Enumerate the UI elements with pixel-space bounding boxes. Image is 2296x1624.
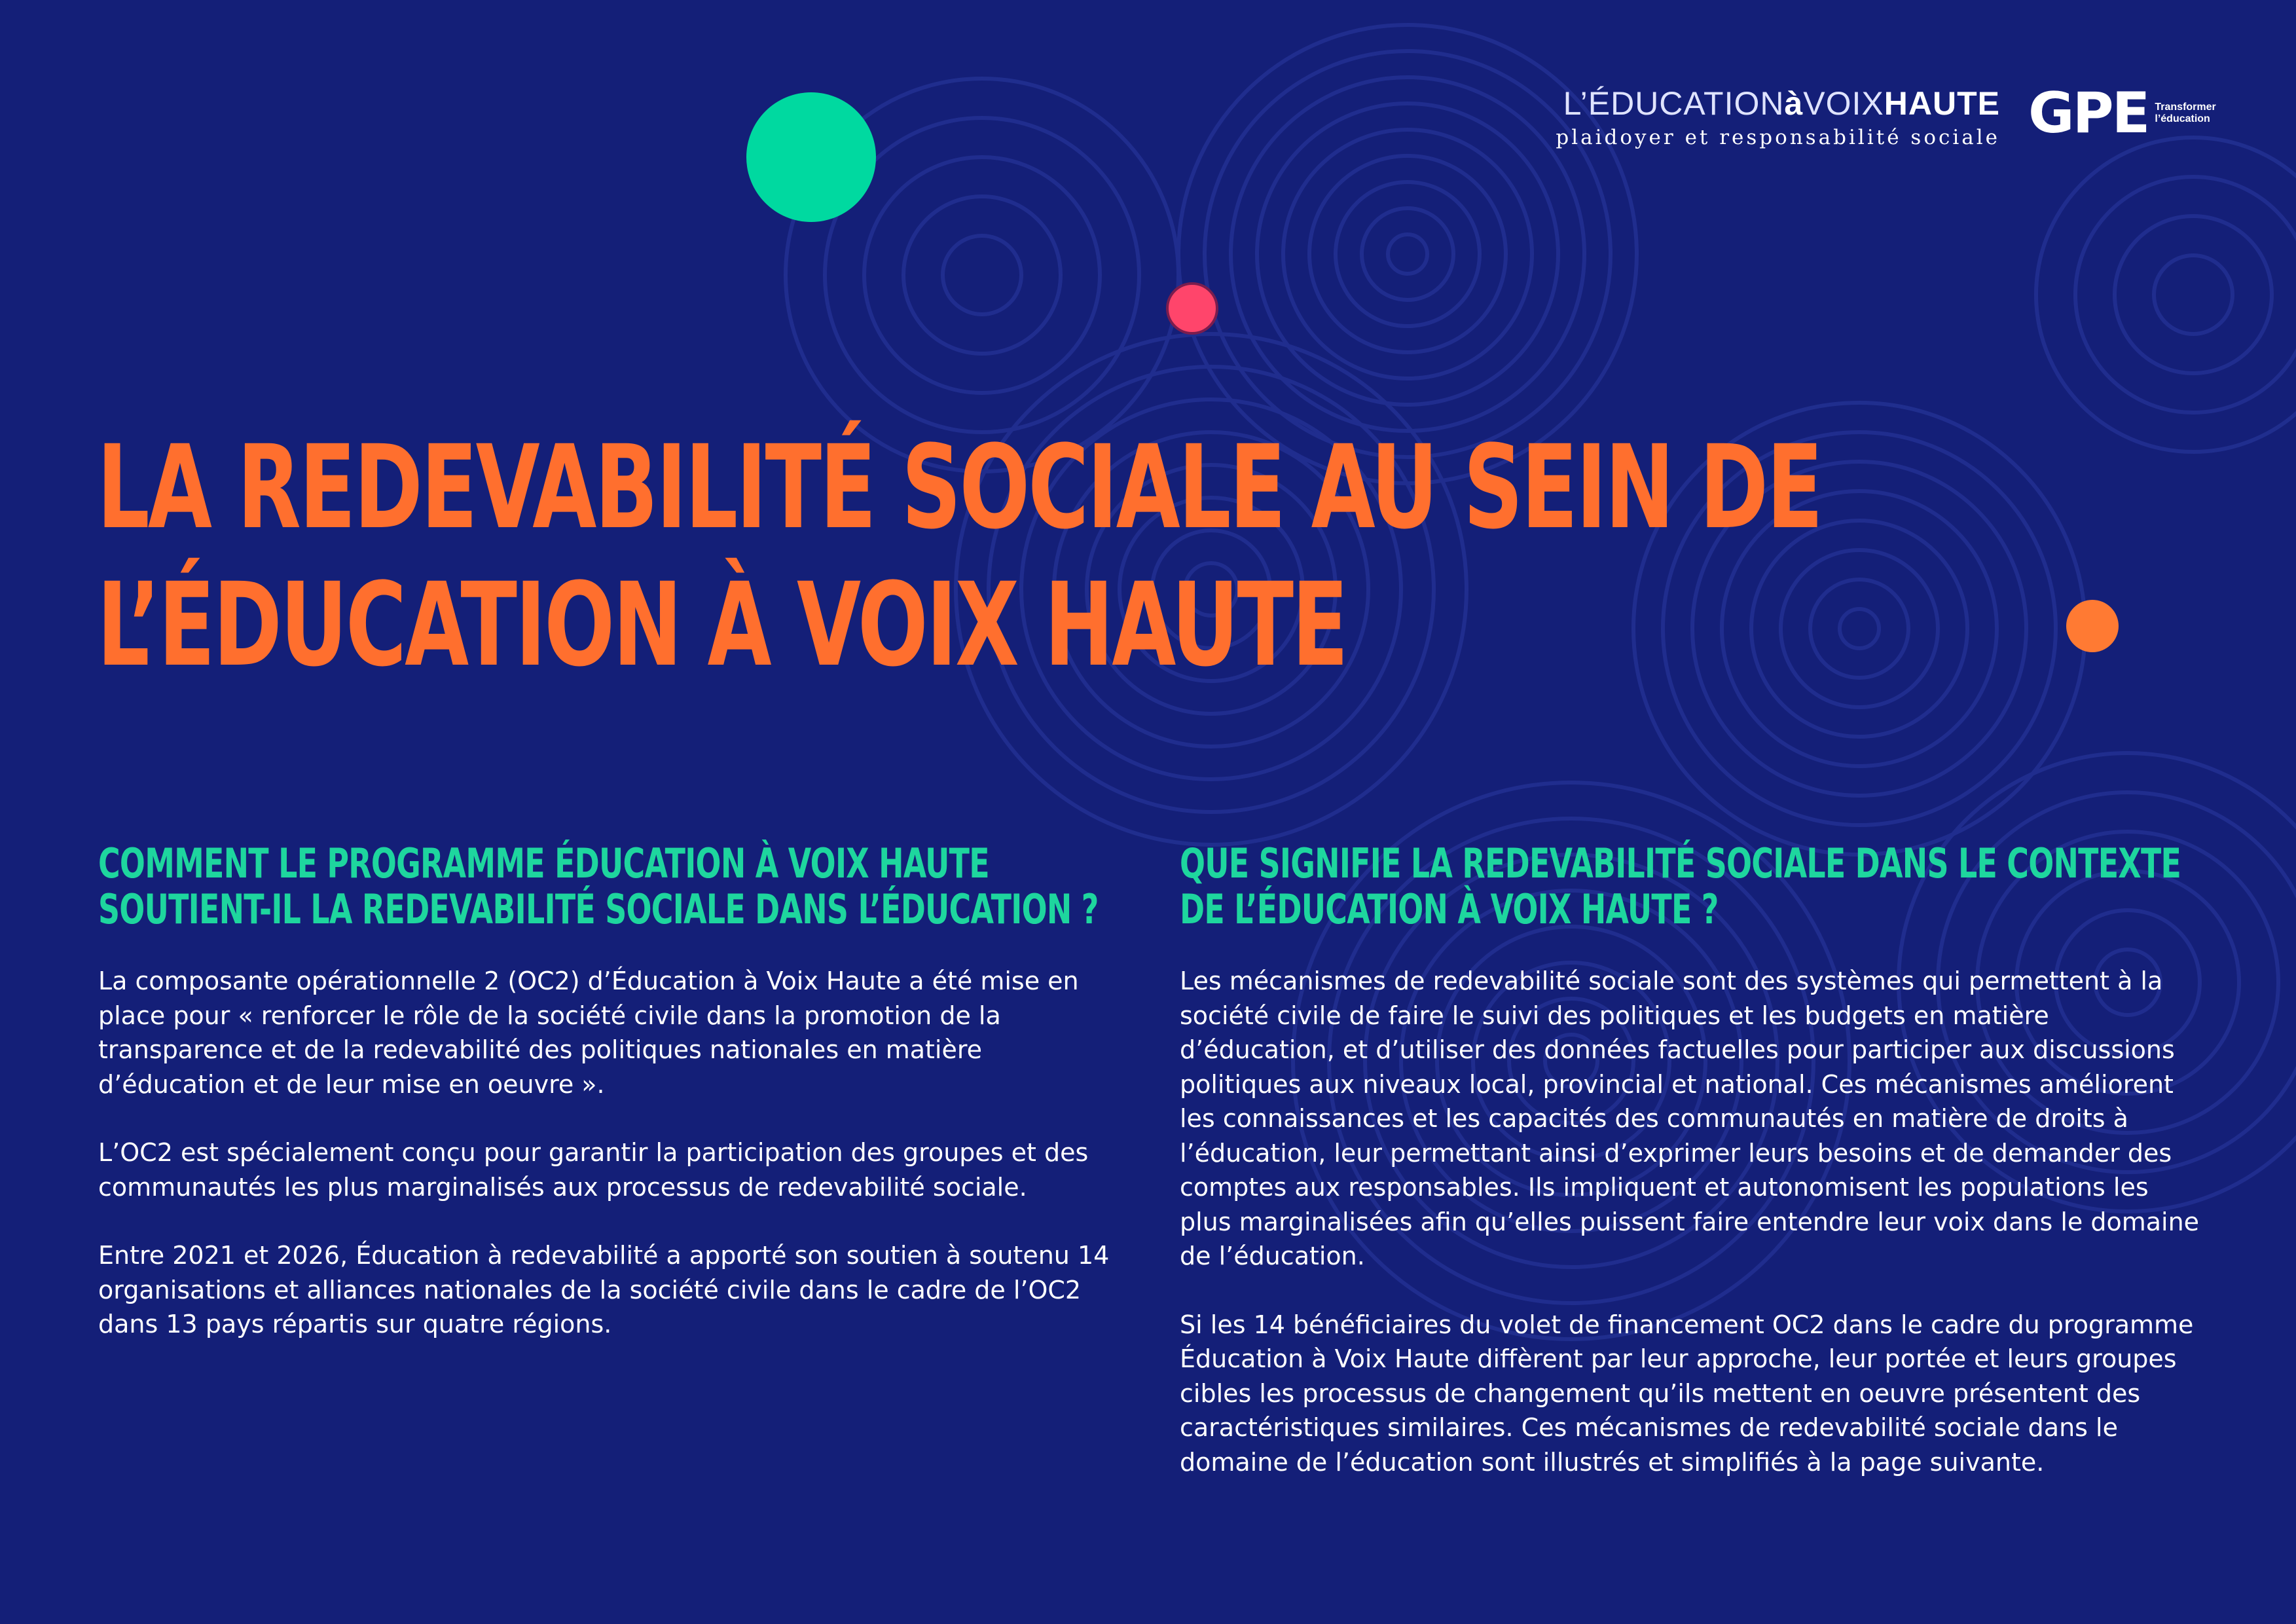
page-title-line-2: L’ÉDUCATION À VOIX HAUTE <box>97 558 1347 692</box>
page-title-line-1: LA REDEVABILITÉ SOCIALE AU SEIN DE <box>97 420 1821 555</box>
left-paragraph-3: Entre 2021 et 2026, Éducation à redevabilité a apporté son soutien à soutenu 14 organisations et alliances nationales de la société civile dans le cadre de l’OC2 dans 13 pays répartis sur quatre régions. <box>98 1241 1110 1338</box>
brand-name-part-1: L’ÉDUCATION <box>1563 85 1785 122</box>
brand-name-part-4: HAUTE <box>1884 85 2000 122</box>
right-paragraph-1: Les mécanismes de redevabilité sociale sont des systèmes qui permettent à la société civile de faire le suivi des politiques et les budgets en matière d’éducation, et d’utiliser des données factuelles pour participer aux discussions politiques aux niveaux local, provincial et national. Ces mécanismes améliorent les connaissances et les capacités des communautés en matière de droits à l’éducation, leur permettant ainsi d’exprimer leurs besoins et de demander des comptes aux responsables. Ils impliquent et autonomisent les populations les plus marginalisées afin qu’elles puissent faire entendre leur voix dans le domaine de l’éducation. <box>1180 967 2200 1270</box>
decorative-green-dot <box>746 92 876 222</box>
right-column <box>1180 841 2201 1513</box>
right-paragraph-2: Si les 14 bénéficiaires du volet de financement OC2 dans le cadre du programme Éducation à Voix Haute diffèrent par leur approche, leur portée et leurs groupes cibles les processus de changement qu’ils mettent en oeuvre présentent des caractéristiques similaires. Ces mécanismes de redevabilité sociale dans le domaine de l’éducation sont illustrés et simplifiés à la page suivante. <box>1180 1310 2194 1477</box>
left-paragraph-2: L’OC2 est spécialement conçu pour garantir la participation des groupes et des communautés les plus marginalisés aux processus de redevabilité sociale. <box>98 1138 1089 1202</box>
right-heading: QUE SIGNIFIE LA REDEVABILITÉ SOCIALE DANS LE CONTEXTE DE L’ÉDUCATION À VOIX HAUTE ? <box>1180 840 2181 933</box>
left-column <box>98 841 1120 1376</box>
gpe-logo <box>2028 81 2227 146</box>
decorative-pink-dot <box>1166 282 1218 335</box>
brand-tagline: plaidoyer et responsabilité sociale <box>1556 126 2000 149</box>
brand-name-part-3: VOIX <box>1803 85 1884 122</box>
brand-name-part-2: à <box>1784 85 1804 122</box>
page-title <box>97 419 1821 694</box>
brand-name <box>1556 84 2000 123</box>
gpe-mark: GPE <box>2028 81 2149 146</box>
education-out-loud-logo <box>1556 84 2000 149</box>
gpe-tagline: Transformer l’éducation <box>2155 101 2216 124</box>
left-paragraph-1: La composante opérationnelle 2 (OC2) d’Éducation à Voix Haute a été mise en place pour « renforcer le rôle de la société civile dans la promotion de la transparence et de la redevabilité des politiques nationales en matière d’éducation et de leur mise en oeuvre ». <box>98 967 1079 1099</box>
decorative-orange-dot <box>2066 600 2119 652</box>
left-heading: COMMENT LE PROGRAMME ÉDUCATION À VOIX HAUTE SOUTIENT-IL LA REDEVABILITÉ SOCIALE DANS L’ÉDUCATION ? <box>98 840 1099 933</box>
